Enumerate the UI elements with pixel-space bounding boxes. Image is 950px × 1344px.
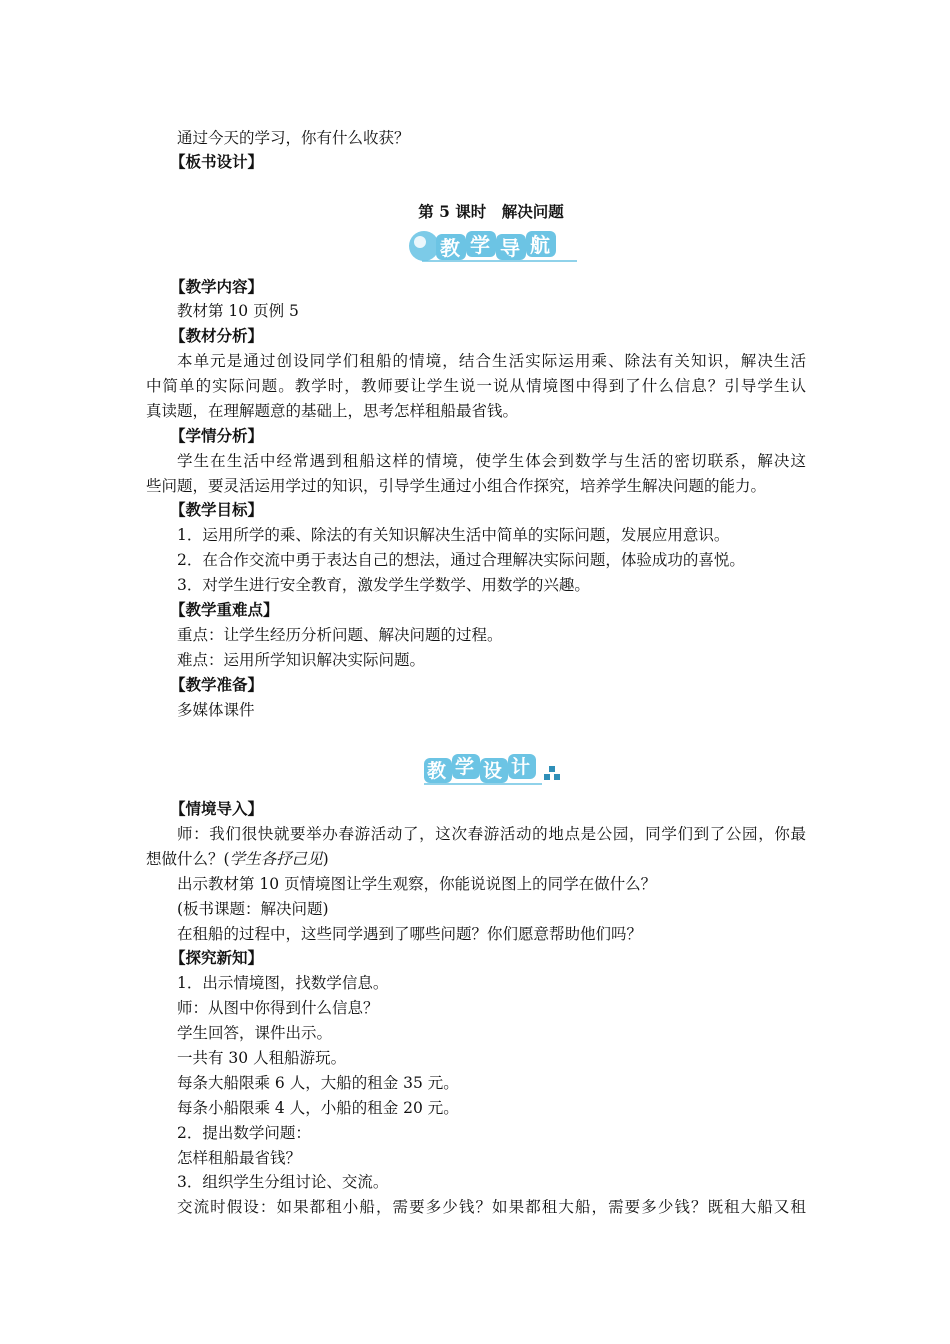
- step-line: 每条大船限乘 6 人，大船的租金 35 元。: [177, 1074, 459, 1092]
- harvest-question: 通过今天的学习，你有什么收获？: [177, 129, 410, 147]
- step-line: 3．组织学生分组讨论、交流。: [177, 1173, 389, 1191]
- svg-text:学: 学: [455, 756, 475, 778]
- step-line: 2．提出数学问题：: [177, 1124, 311, 1142]
- step-line: 师：从图中你得到什么信息？: [177, 999, 379, 1017]
- prep-heading: 【教学准备】: [170, 675, 264, 694]
- board-design-heading: 【板书设计】: [170, 152, 264, 171]
- content-text: 教材第 10 页例 5: [177, 302, 299, 320]
- svg-text:航: 航: [530, 233, 550, 257]
- goal-item: 3．对学生进行安全教育，激发学生学数学、用数学的兴趣。: [177, 576, 590, 594]
- difficult-point: 难点：运用所学知识解决实际问题。: [177, 651, 426, 669]
- svg-text:导: 导: [500, 236, 520, 260]
- explore-heading: 【探究新知】: [170, 948, 264, 967]
- step-line: 学生回答，课件出示。: [177, 1024, 333, 1042]
- teacher-line-cont: [146, 848, 329, 870]
- teaching-nav-banner: [402, 226, 582, 268]
- handwritten-note: 学生各抒己见: [229, 850, 323, 868]
- teacher-line: 师：我们很快就要举办春游活动了，这次春游活动的地点是公园，同学们到了公园，你最: [177, 825, 806, 843]
- content-heading: 【教学内容】: [170, 277, 264, 296]
- student-analysis-line: 些问题，要灵活运用学过的知识，引导学生通过小组合作探究，培养学生解决问题的能力。: [146, 477, 767, 495]
- teaching-design-banner-art: [420, 748, 570, 790]
- teacher-line-end: ): [322, 850, 329, 868]
- svg-text:设: 设: [483, 760, 503, 782]
- board-topic-line: (板书课题：解决问题): [177, 900, 329, 918]
- teaching-design-banner: [420, 748, 570, 790]
- step-line: 每条小船限乘 4 人，小船的租金 20 元。: [177, 1099, 459, 1117]
- svg-text:教: 教: [427, 760, 447, 782]
- step-line: 一共有 30 人租船游玩。: [177, 1049, 347, 1067]
- svg-text:教: 教: [440, 236, 460, 260]
- analysis-line: 中简单的实际问题。教学时，教师要让学生说一说从情境图中得到了什么信息？引导学生认: [146, 377, 806, 395]
- teacher-line-start: 想做什么？(: [146, 850, 230, 868]
- show-textbook-line: 出示教材第 10 页情境图让学生观察，你能说说图上的同学在做什么？: [177, 875, 657, 893]
- prep-text: 多媒体课件: [177, 701, 255, 719]
- svg-text:学: 学: [470, 233, 490, 257]
- analysis-line: 本单元是通过创设同学们租船的情境，结合生活实际运用乘、除法有关知识，解决生活: [177, 352, 806, 370]
- question-line: 在租船的过程中，这些同学遇到了哪些问题？你们愿意帮助他们吗？: [177, 925, 643, 943]
- analysis-line: 真读题，在理解题意的基础上，思考怎样租船最省钱。: [146, 402, 519, 420]
- key-point: 重点：让学生经历分析问题、解决问题的过程。: [177, 626, 503, 644]
- teaching-nav-banner-art: [402, 226, 582, 268]
- step-line: 怎样租船最省钱？: [177, 1149, 302, 1167]
- goal-item: 1．运用所学的乘、除法的有关知识解决生活中简单的实际问题，发展应用意识。: [177, 526, 730, 544]
- goal-item: 2．在合作交流中勇于表达自己的想法，通过合理解决实际问题，体验成功的喜悦。: [177, 551, 745, 569]
- student-analysis-heading: 【学情分析】: [170, 426, 264, 445]
- goals-heading: 【教学目标】: [170, 500, 264, 519]
- situation-intro-heading: 【情境导入】: [170, 799, 264, 818]
- analysis-heading: 【教材分析】: [170, 326, 264, 345]
- student-analysis-line: 学生在生活中经常遇到租船这样的情境，使学生体会到数学与生活的密切联系，解决这: [177, 452, 806, 470]
- lesson-title: 第 5 课时 解决问题: [418, 202, 564, 221]
- step-line: 1．出示情境图，找数学信息。: [177, 974, 389, 992]
- key-points-heading: 【教学重难点】: [170, 600, 279, 619]
- step-line: 交流时假设：如果都租小船，需要多少钱？如果都租大船，需要多少钱？既租大船又租: [177, 1198, 806, 1216]
- svg-text:计: 计: [511, 756, 531, 778]
